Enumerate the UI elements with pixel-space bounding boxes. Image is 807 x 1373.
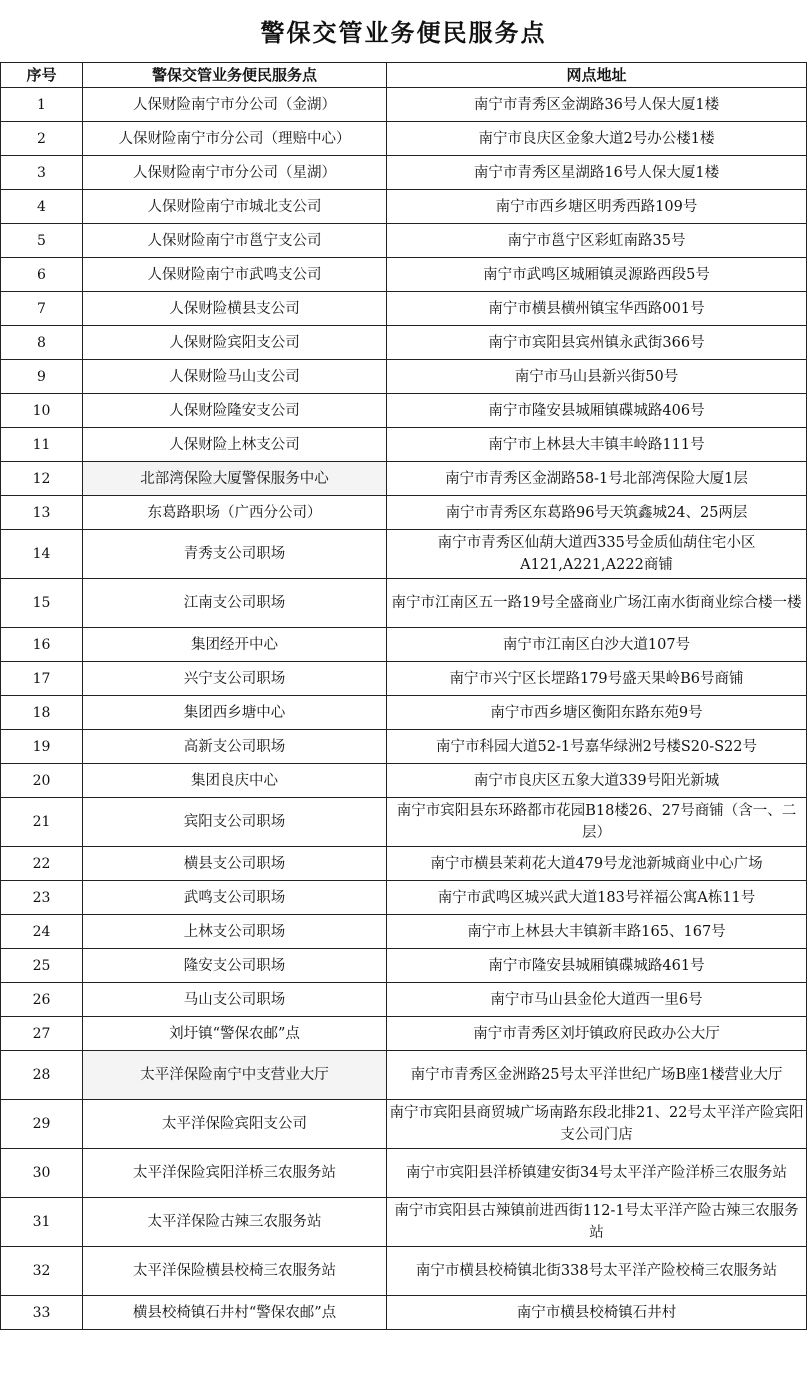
table-row (1, 258, 807, 292)
cell-service-point: 人保财险宾阳支公司 (83, 326, 387, 360)
cell-address: 南宁市邕宁区彩虹南路35号 (387, 224, 807, 258)
cell-no: 4 (1, 190, 83, 224)
cell-address: 南宁市宾阳县宾州镇永武街366号 (387, 326, 807, 360)
table-header-row (1, 63, 807, 88)
cell-no: 30 (1, 1149, 83, 1198)
cell-no: 20 (1, 764, 83, 798)
cell-no: 21 (1, 798, 83, 847)
cell-address: 南宁市西乡塘区明秀西路109号 (387, 190, 807, 224)
cell-address: 南宁市横县校椅镇北街338号太平洋产险校椅三农服务站 (387, 1247, 807, 1296)
cell-address: 南宁市横县横州镇宝华西路001号 (387, 292, 807, 326)
cell-service-point: 人保财险南宁市分公司（星湖） (83, 156, 387, 190)
cell-no: 24 (1, 915, 83, 949)
cell-no: 33 (1, 1296, 83, 1330)
cell-address: 南宁市武鸣区城厢镇灵源路西段5号 (387, 258, 807, 292)
cell-service-point: 武鸣支公司职场 (83, 881, 387, 915)
table-row (1, 1247, 807, 1296)
cell-address: 南宁市青秀区金湖路36号人保大厦1楼 (387, 88, 807, 122)
cell-service-point: 太平洋保险宾阳洋桥三农服务站 (83, 1149, 387, 1198)
cell-service-point: 人保财险南宁市分公司（金湖） (83, 88, 387, 122)
table-row (1, 1149, 807, 1198)
cell-service-point: 集团西乡塘中心 (83, 696, 387, 730)
table-row (1, 428, 807, 462)
table-row (1, 662, 807, 696)
cell-service-point: 人保财险马山支公司 (83, 360, 387, 394)
cell-service-point: 人保财险隆安支公司 (83, 394, 387, 428)
page-title: 警保交管业务便民服务点 (260, 18, 547, 47)
cell-no: 16 (1, 628, 83, 662)
cell-no: 2 (1, 122, 83, 156)
cell-no: 25 (1, 949, 83, 983)
cell-service-point: 横县支公司职场 (83, 847, 387, 881)
cell-service-point: 太平洋保险古辣三农服务站 (83, 1198, 387, 1247)
table-row (1, 764, 807, 798)
cell-address: 南宁市横县校椅镇石井村 (387, 1296, 807, 1330)
cell-address: 南宁市良庆区五象大道339号阳光新城 (387, 764, 807, 798)
cell-service-point: 横县校椅镇石井村“警保农邮”点 (83, 1296, 387, 1330)
table-row (1, 949, 807, 983)
cell-no: 26 (1, 983, 83, 1017)
cell-service-point: 宾阳支公司职场 (83, 798, 387, 847)
cell-address: 南宁市马山县新兴街50号 (387, 360, 807, 394)
cell-service-point: 隆安支公司职场 (83, 949, 387, 983)
table-row (1, 1198, 807, 1247)
table-row (1, 394, 807, 428)
cell-service-point: 人保财险上林支公司 (83, 428, 387, 462)
cell-no: 1 (1, 88, 83, 122)
cell-service-point: 太平洋保险横县校椅三农服务站 (83, 1247, 387, 1296)
cell-address: 南宁市西乡塘区衡阳东路东苑9号 (387, 696, 807, 730)
table-row (1, 1051, 807, 1100)
table-row (1, 696, 807, 730)
cell-address: 南宁市青秀区星湖路16号人保大厦1楼 (387, 156, 807, 190)
cell-no: 7 (1, 292, 83, 326)
cell-address: 南宁市江南区五一路19号全盛商业广场江南水街商业综合楼一楼 (387, 579, 807, 628)
table-row (1, 224, 807, 258)
service-points-table (0, 62, 807, 1330)
cell-address: 南宁市江南区白沙大道107号 (387, 628, 807, 662)
table-row (1, 1100, 807, 1149)
cell-no: 22 (1, 847, 83, 881)
table-row (1, 156, 807, 190)
cell-no: 3 (1, 156, 83, 190)
cell-address: 南宁市横县茉莉花大道479号龙池新城商业中心广场 (387, 847, 807, 881)
table-row (1, 190, 807, 224)
table-row (1, 915, 807, 949)
cell-address: 南宁市上林县大丰镇新丰路165、167号 (387, 915, 807, 949)
cell-no: 12 (1, 462, 83, 496)
cell-address: 南宁市兴宁区长堽路179号盛天果岭B6号商铺 (387, 662, 807, 696)
cell-service-point: 太平洋保险南宁中支营业大厅 (83, 1051, 387, 1100)
cell-no: 8 (1, 326, 83, 360)
cell-address: 南宁市青秀区金洲路25号太平洋世纪广场B座1楼营业大厅 (387, 1051, 807, 1100)
cell-no: 17 (1, 662, 83, 696)
cell-service-point: 人保财险南宁市分公司（理赔中心） (83, 122, 387, 156)
cell-no: 6 (1, 258, 83, 292)
table-row (1, 847, 807, 881)
cell-address: 南宁市青秀区东葛路96号天筑鑫城24、25两层 (387, 496, 807, 530)
cell-address: 南宁市宾阳县古辣镇前进西街112-1号太平洋产险古辣三农服务站 (387, 1198, 807, 1247)
cell-no: 10 (1, 394, 83, 428)
cell-no: 29 (1, 1100, 83, 1149)
table-row (1, 462, 807, 496)
cell-service-point: 东葛路职场（广西分公司） (83, 496, 387, 530)
cell-no: 23 (1, 881, 83, 915)
table-row (1, 730, 807, 764)
cell-no: 28 (1, 1051, 83, 1100)
cell-no: 15 (1, 579, 83, 628)
cell-service-point: 太平洋保险宾阳支公司 (83, 1100, 387, 1149)
cell-no: 31 (1, 1198, 83, 1247)
cell-service-point: 人保财险南宁市武鸣支公司 (83, 258, 387, 292)
cell-service-point: 高新支公司职场 (83, 730, 387, 764)
cell-service-point: 马山支公司职场 (83, 983, 387, 1017)
cell-no: 27 (1, 1017, 83, 1051)
cell-address: 南宁市宾阳县洋桥镇建安街34号太平洋产险洋桥三农服务站 (387, 1149, 807, 1198)
table-row (1, 881, 807, 915)
table-row (1, 360, 807, 394)
cell-service-point: 兴宁支公司职场 (83, 662, 387, 696)
cell-service-point: 人保财险横县支公司 (83, 292, 387, 326)
header-address: 网点地址 (387, 63, 807, 88)
cell-service-point: 上林支公司职场 (83, 915, 387, 949)
cell-no: 11 (1, 428, 83, 462)
header-no: 序号 (1, 63, 83, 88)
table-row (1, 983, 807, 1017)
header-name: 警保交管业务便民服务点 (83, 63, 387, 88)
cell-service-point: 北部湾保险大厦警保服务中心 (83, 462, 387, 496)
cell-no: 9 (1, 360, 83, 394)
cell-service-point: 刘圩镇“警保农邮”点 (83, 1017, 387, 1051)
table-row (1, 628, 807, 662)
table-row (1, 496, 807, 530)
cell-address: 南宁市隆安县城厢镇碟城路461号 (387, 949, 807, 983)
table-body (1, 88, 807, 1330)
cell-address: 南宁市良庆区金象大道2号办公楼1楼 (387, 122, 807, 156)
table-row (1, 326, 807, 360)
table-row (1, 579, 807, 628)
cell-address: 南宁市宾阳县商贸城广场南路东段北排21、22号太平洋产险宾阳支公司门店 (387, 1100, 807, 1149)
cell-service-point: 青秀支公司职场 (83, 530, 387, 579)
table-row (1, 798, 807, 847)
table-row (1, 1296, 807, 1330)
cell-service-point: 人保财险南宁市邕宁支公司 (83, 224, 387, 258)
cell-no: 14 (1, 530, 83, 579)
table-row (1, 1017, 807, 1051)
cell-address: 南宁市科园大道52-1号嘉华绿洲2号楼S20-S22号 (387, 730, 807, 764)
cell-no: 19 (1, 730, 83, 764)
cell-address: 南宁市上林县大丰镇丰岭路111号 (387, 428, 807, 462)
cell-address: 南宁市青秀区金湖路58-1号北部湾保险大厦1层 (387, 462, 807, 496)
cell-service-point: 江南支公司职场 (83, 579, 387, 628)
cell-address: 南宁市青秀区刘圩镇政府民政办公大厅 (387, 1017, 807, 1051)
cell-address: 南宁市武鸣区城兴武大道183号祥福公寓A栋11号 (387, 881, 807, 915)
cell-no: 5 (1, 224, 83, 258)
cell-no: 32 (1, 1247, 83, 1296)
cell-address: 南宁市马山县金伦大道西一里6号 (387, 983, 807, 1017)
cell-no: 13 (1, 496, 83, 530)
cell-address: 南宁市宾阳县东环路都市花园B18楼26、27号商铺（含一、二层） (387, 798, 807, 847)
table-row (1, 88, 807, 122)
table-row (1, 122, 807, 156)
cell-service-point: 集团经开中心 (83, 628, 387, 662)
table-row (1, 530, 807, 579)
cell-address: 南宁市青秀区仙葫大道西335号金质仙葫住宅小区A121,A221,A222商铺 (387, 530, 807, 579)
cell-address: 南宁市隆安县城厢镇碟城路406号 (387, 394, 807, 428)
cell-no: 18 (1, 696, 83, 730)
table-row (1, 292, 807, 326)
cell-service-point: 集团良庆中心 (83, 764, 387, 798)
cell-service-point: 人保财险南宁市城北支公司 (83, 190, 387, 224)
